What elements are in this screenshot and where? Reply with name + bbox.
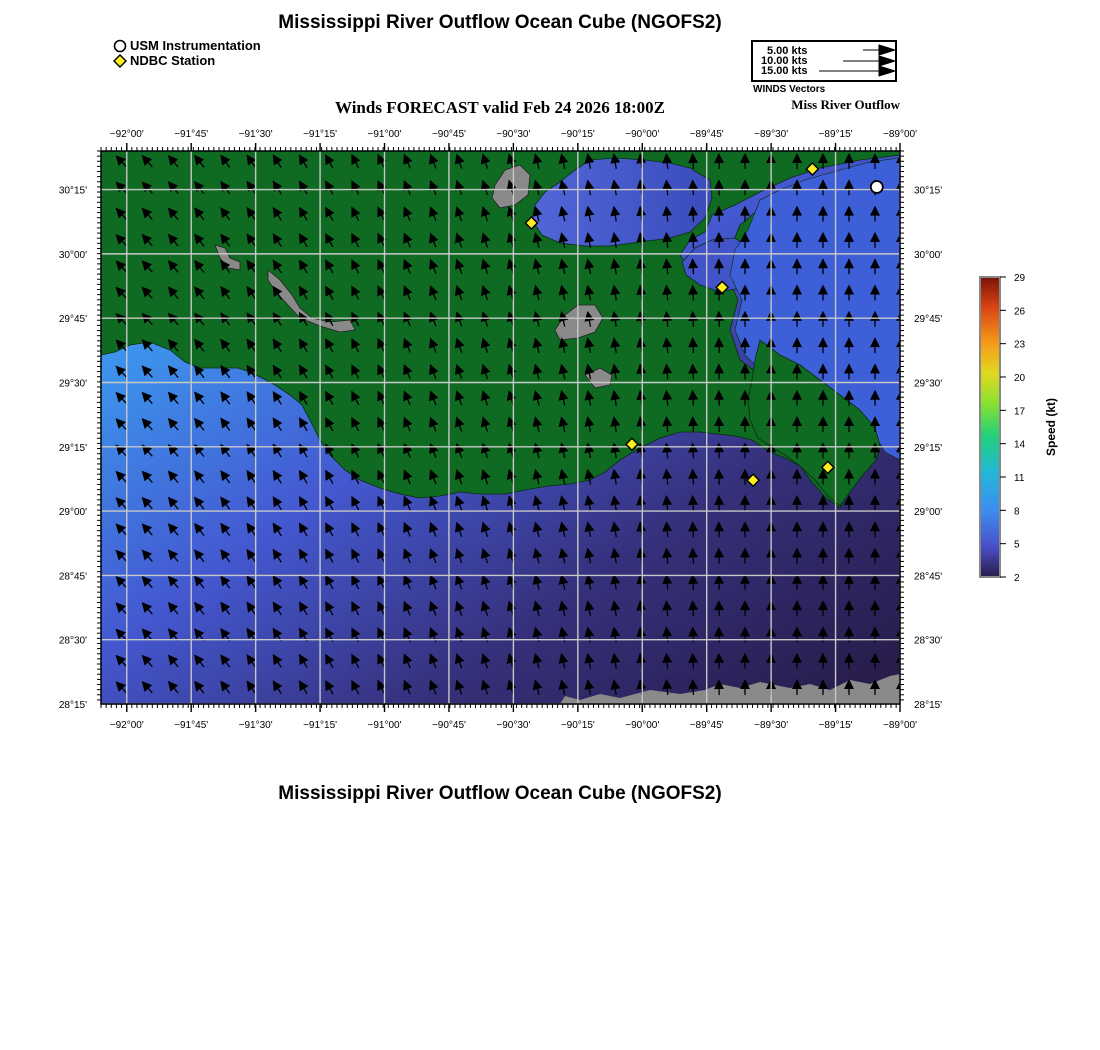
lon-tick-label: −89°45'	[689, 720, 724, 731]
lat-tick-label: 28°15'	[58, 700, 87, 711]
lat-tick-label: 29°45'	[58, 314, 87, 326]
vector-legend-10: 10.00 kts	[761, 55, 808, 67]
lon-tick-label: −89°15'	[818, 129, 853, 140]
lon-tick-label: −92°00'	[109, 720, 144, 731]
lat-tick-label: 28°45'	[914, 571, 943, 583]
lon-tick-label: −90°00'	[625, 720, 660, 731]
lon-tick-label: −89°30'	[754, 720, 789, 731]
legend-ndbc-label: NDBC Station	[130, 53, 216, 68]
lat-tick-label: 30°00'	[914, 249, 943, 261]
colorbar-tick-label: 5	[1014, 539, 1020, 551]
lon-tick-label: −89°45'	[689, 129, 724, 140]
lat-tick-label: 29°15'	[914, 442, 943, 454]
lon-tick-label: −90°45'	[431, 720, 466, 731]
lon-tick-label: −90°30'	[496, 129, 531, 140]
lat-tick-label: 28°30'	[58, 635, 87, 647]
colorbar-tick-label: 20	[1014, 373, 1026, 384]
colorbar-tick-label: 8	[1014, 506, 1020, 518]
speed-colorbar	[970, 270, 1070, 590]
lat-tick-label: 28°30'	[914, 635, 943, 647]
colorbar-tick-label: 11	[1014, 473, 1025, 484]
footer-title: Mississippi River Outflow Ocean Cube (NGOFS2)	[278, 783, 722, 804]
lat-tick-label: 29°00'	[914, 507, 943, 519]
lon-tick-label: −90°00'	[625, 129, 660, 140]
lon-tick-label: −89°00'	[883, 720, 917, 731]
colorbar-tick-label: 17	[1014, 406, 1026, 418]
vector-legend-caption: WINDS Vectors	[753, 84, 826, 95]
lat-tick-label: 29°15'	[58, 442, 87, 454]
lon-tick-label: −91°45'	[174, 129, 209, 140]
vector-legend-5: 5.00 kts	[767, 45, 808, 57]
lon-tick-label: −92°00'	[109, 129, 144, 140]
map-subtitle: Winds FORECAST valid Feb 24 2026 18:00Z	[335, 98, 665, 117]
colorbar-ramp	[980, 277, 1000, 577]
vector-legend-15: 15.00 kts	[761, 65, 808, 77]
colorbar-tick-label: 2	[1014, 573, 1020, 584]
lat-tick-label: 28°15'	[914, 700, 943, 711]
lon-tick-label: −90°15'	[560, 129, 595, 140]
lon-tick-label: −91°00'	[367, 720, 402, 731]
lat-tick-label: 29°30'	[914, 378, 943, 390]
colorbar-tick-label: 14	[1014, 439, 1026, 451]
lat-tick-label: 30°15'	[914, 185, 943, 197]
lat-tick-label: 30°00'	[58, 249, 87, 261]
lon-tick-label: −90°45'	[431, 129, 466, 140]
colorbar-tick-label: 23	[1014, 339, 1026, 351]
lon-tick-label: −89°30'	[754, 129, 789, 140]
lat-tick-label: 30°15'	[58, 185, 87, 197]
lon-tick-label: −89°00'	[883, 129, 917, 140]
colorbar-tick-label: 29	[1014, 273, 1026, 284]
lat-tick-label: 29°30'	[58, 378, 87, 390]
lat-tick-label: 29°00'	[58, 507, 87, 519]
lon-tick-label: −91°30'	[238, 720, 273, 731]
lat-tick-label: 29°45'	[914, 314, 943, 326]
lon-tick-label: −91°00'	[367, 129, 402, 140]
legend-usm-label: USM Instrumentation	[130, 38, 261, 53]
colorbar-label: Speed (kt)	[1044, 397, 1058, 457]
lon-tick-label: −89°15'	[818, 720, 853, 731]
lon-tick-label: −91°30'	[238, 129, 273, 140]
lon-tick-label: −91°45'	[174, 720, 209, 731]
lat-tick-label: 28°45'	[58, 571, 87, 583]
usm-station-marker[interactable]	[871, 181, 883, 193]
lon-tick-label: −91°15'	[303, 720, 338, 731]
lon-tick-label: −90°15'	[560, 720, 595, 731]
page-title: Mississippi River Outflow Ocean Cube (NGOFS2)	[278, 12, 722, 33]
region-label: Miss River Outflow	[791, 97, 900, 112]
lon-tick-label: −91°15'	[303, 129, 338, 140]
colorbar-tick-label: 26	[1014, 306, 1026, 318]
lon-tick-label: −90°30'	[496, 720, 531, 731]
